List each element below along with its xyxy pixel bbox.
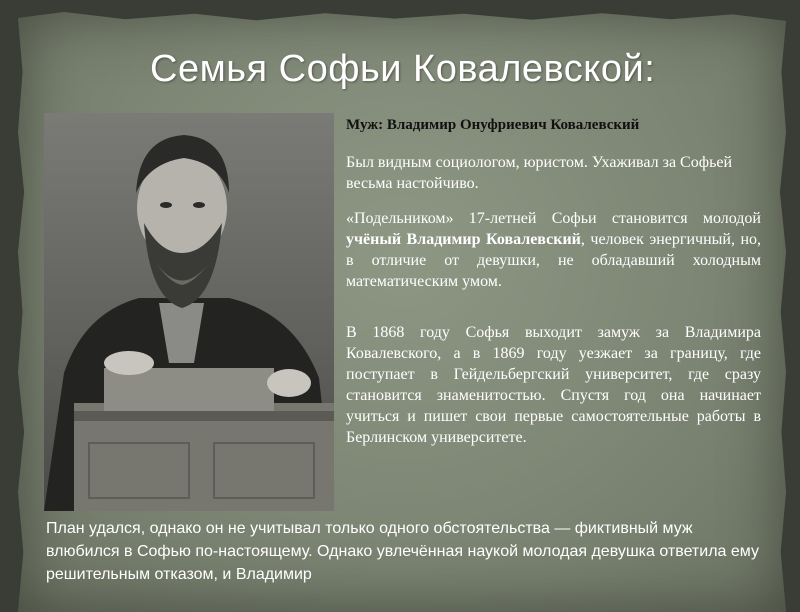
paragraph-meeting-end: , человек энергичный, но, в отличие от девушки, не обладавший холодным математическим умом. (346, 231, 761, 290)
paragraph-meeting-start: «Подельником» 17-летней Софьи становится молодой (346, 210, 761, 227)
husband-label: Муж: Владимир Онуфриевич Ковалевский (346, 117, 640, 133)
slide-title: Семья Софьи Ковалевской: (150, 48, 656, 90)
paragraph-meeting-bold: учёный Владимир Ковалевский (346, 231, 581, 248)
paragraph-bottom: План удался, однако он не учитывал только одного обстоятельства — фиктивный муж влюбился в Софью по-настоящему. Однако увлечённая наукой молодая девушка ответила ему решительным отказом, и Владимир (46, 520, 759, 583)
portrait-image (44, 113, 334, 511)
paragraph-marriage: В 1868 году Софья выходит замуж за Владимира Ковалевского, а в 1869 году уезжает за границу, где поступает в Гейдельбергский университет, где сразу становится знаменитостью. Спустя год она начинает учиться и пишет свои первые самостоятельные работы в Берлинском университете. (346, 324, 761, 446)
paragraph-meeting (346, 208, 761, 292)
paragraph-intro: Был видным социологом, юристом. Ухаживал за Софьей весьма настойчиво. (346, 154, 733, 192)
portrait-photo (44, 113, 334, 511)
